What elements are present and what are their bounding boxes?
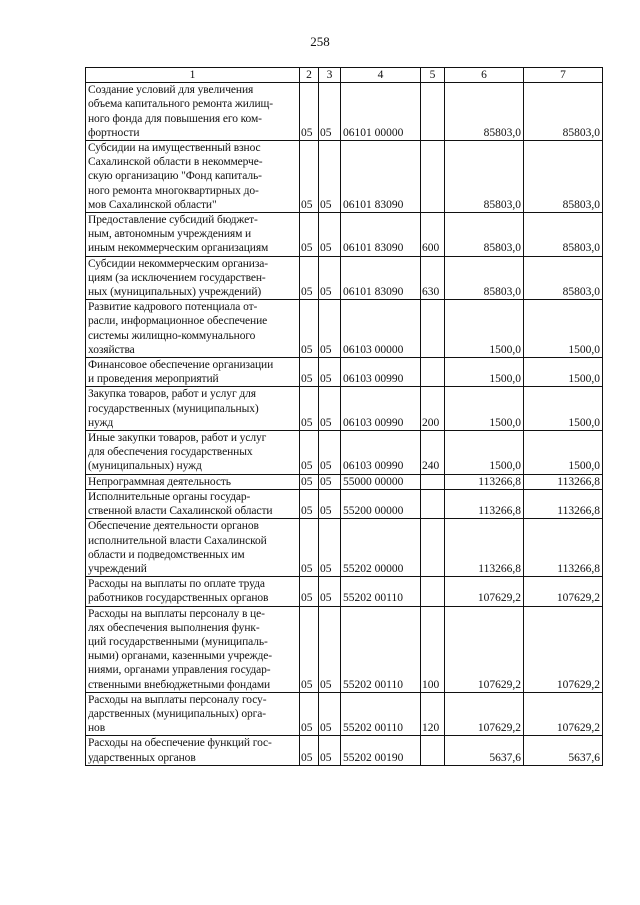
row-title [86, 519, 300, 577]
amount-col6: 85803,0 [445, 141, 524, 213]
expense-type-code: 120 [421, 692, 445, 736]
amount-col7: 113266,8 [524, 489, 603, 518]
row-title-line: ного ремонта многоквартирных до- [88, 184, 259, 197]
row-title [86, 387, 300, 431]
subsection-code: 05 [319, 474, 341, 489]
row-title-line: учреждений [88, 562, 147, 575]
section-code: 05 [300, 474, 319, 489]
target-article-code: 55202 00000 [341, 519, 421, 577]
row-title-line: исполнительной власти Сахалинской [88, 534, 267, 547]
amount-col7: 1500,0 [524, 387, 603, 431]
expense-type-code [421, 577, 445, 606]
row-title [86, 213, 300, 257]
amount-col7: 85803,0 [524, 141, 603, 213]
row-title-line: ного фонда для повышения его ком- [88, 112, 262, 125]
row-title-line: ственными внебюджетными фондами [88, 678, 271, 691]
section-code: 05 [300, 519, 319, 577]
amount-col6: 1500,0 [445, 300, 524, 358]
amount-col6: 5637,6 [445, 736, 524, 765]
amount-col6: 1500,0 [445, 358, 524, 387]
row-title-line: ными) органами, казенными учрежде- [88, 650, 273, 663]
row-title-line: дарственных (муниципальных) орга- [88, 707, 266, 720]
row-title-line: для обеспечения государственных [88, 446, 253, 459]
expense-type-code [421, 300, 445, 358]
row-title-line: области и подведомственных им [88, 548, 245, 561]
header-cell: 7 [524, 68, 603, 83]
amount-col6: 85803,0 [445, 256, 524, 300]
row-title-line: ственной власти Сахалинской области [88, 505, 273, 518]
amount-col7: 1500,0 [524, 358, 603, 387]
row-title-line: расли, информационное обеспечение [88, 315, 268, 328]
header-cell: 4 [341, 68, 421, 83]
expense-type-code: 100 [421, 606, 445, 692]
section-code: 05 [300, 577, 319, 606]
amount-col6: 85803,0 [445, 213, 524, 257]
subsection-code: 05 [319, 692, 341, 736]
row-title [86, 431, 300, 475]
row-title-line: ций государственными (муниципаль- [88, 635, 268, 648]
row-title [86, 83, 300, 141]
amount-col7: 85803,0 [524, 83, 603, 141]
subsection-code: 05 [319, 519, 341, 577]
expense-type-code [421, 519, 445, 577]
section-code: 05 [300, 141, 319, 213]
target-article-code: 55000 00000 [341, 474, 421, 489]
target-article-code: 06101 83090 [341, 141, 421, 213]
subsection-code: 05 [319, 736, 341, 765]
section-code: 05 [300, 83, 319, 141]
target-article-code: 06103 00990 [341, 431, 421, 475]
row-title-line: ударственных органов [88, 751, 196, 764]
page-number: 258 [310, 34, 330, 49]
amount-col6: 113266,8 [445, 489, 524, 518]
amount-col7: 85803,0 [524, 256, 603, 300]
amount-col7: 5637,6 [524, 736, 603, 765]
row-title-line: (муниципальных) нужд [88, 460, 202, 473]
row-title [86, 474, 300, 489]
section-code: 05 [300, 358, 319, 387]
section-code: 05 [300, 213, 319, 257]
table-row [86, 358, 603, 387]
amount-col6: 113266,8 [445, 519, 524, 577]
expense-type-code [421, 474, 445, 489]
target-article-code: 06103 00990 [341, 358, 421, 387]
section-code: 05 [300, 431, 319, 475]
table-row [86, 489, 603, 518]
row-title-line: Расходы на выплаты персоналу госу- [88, 693, 267, 706]
target-article-code: 55202 00110 [341, 577, 421, 606]
row-title-line: работников государственных органов [88, 592, 269, 605]
amount-col6: 113266,8 [445, 474, 524, 489]
expense-type-code: 200 [421, 387, 445, 431]
row-title-line: Субсидии некоммерческим организа- [88, 257, 269, 270]
row-title-line: ных (муниципальных) учреждений) [88, 286, 262, 299]
amount-col6: 107629,2 [445, 606, 524, 692]
subsection-code: 05 [319, 213, 341, 257]
amount-col6: 1500,0 [445, 431, 524, 475]
amount-col7: 1500,0 [524, 431, 603, 475]
amount-col6: 107629,2 [445, 692, 524, 736]
section-code: 05 [300, 387, 319, 431]
expense-type-code [421, 736, 445, 765]
row-title-line: ниями, органами управления государ- [88, 664, 271, 677]
row-title-line: ным, автономным учреждениям и [88, 228, 252, 241]
section-code: 05 [300, 692, 319, 736]
table-row [86, 519, 603, 577]
amount-col6: 1500,0 [445, 387, 524, 431]
target-article-code: 55200 00000 [341, 489, 421, 518]
row-title-line: и проведения мероприятий [88, 373, 219, 386]
row-title-line: Развитие кадрового потенциала от- [88, 301, 258, 314]
row-title-line: системы жилищно-коммунального [88, 329, 256, 342]
target-article-code: 06103 00000 [341, 300, 421, 358]
section-code: 05 [300, 606, 319, 692]
table-row [86, 256, 603, 300]
row-title-line: Субсидии на имущественный взнос [88, 142, 261, 155]
target-article-code: 55202 00190 [341, 736, 421, 765]
subsection-code: 05 [319, 387, 341, 431]
header-cell: 3 [319, 68, 341, 83]
amount-col6: 85803,0 [445, 83, 524, 141]
header-row [86, 68, 603, 83]
row-title-line: Непрограммная деятельность [88, 475, 231, 488]
row-title [86, 358, 300, 387]
row-title-line: скую организацию "Фонд капиталь- [88, 170, 262, 183]
subsection-code: 05 [319, 256, 341, 300]
expense-type-code [421, 83, 445, 141]
amount-col7: 107629,2 [524, 577, 603, 606]
row-title-line: хозяйства [88, 343, 135, 356]
table-row [86, 577, 603, 606]
row-title-line: мов Сахалинской области" [88, 198, 217, 211]
amount-col7: 113266,8 [524, 474, 603, 489]
expense-type-code: 630 [421, 256, 445, 300]
target-article-code: 55202 00110 [341, 606, 421, 692]
expense-type-code [421, 358, 445, 387]
section-code: 05 [300, 300, 319, 358]
row-title-line: циям (за исключением государствен- [88, 271, 266, 284]
row-title [86, 300, 300, 358]
row-title-line: Предоставление субсидий бюджет- [88, 214, 258, 227]
row-title-line: Расходы на обеспечение функций гос- [88, 737, 272, 750]
table-row [86, 606, 603, 692]
row-title [86, 692, 300, 736]
table-row [86, 387, 603, 431]
budget-table [85, 67, 603, 766]
row-title-line: Финансовое обеспечение организации [88, 359, 274, 372]
subsection-code: 05 [319, 606, 341, 692]
header-cell: 1 [86, 68, 300, 83]
expense-type-code: 240 [421, 431, 445, 475]
subsection-code: 05 [319, 300, 341, 358]
subsection-code: 05 [319, 489, 341, 518]
row-title [86, 577, 300, 606]
row-title-line: объема капитального ремонта жилищ- [88, 98, 273, 111]
table-row [86, 141, 603, 213]
subsection-code: 05 [319, 577, 341, 606]
table-row [86, 83, 603, 141]
header-cell: 6 [445, 68, 524, 83]
expense-type-code [421, 489, 445, 518]
row-title [86, 256, 300, 300]
subsection-code: 05 [319, 358, 341, 387]
row-title-line: нов [88, 722, 106, 735]
target-article-code: 06101 83090 [341, 213, 421, 257]
amount-col6: 107629,2 [445, 577, 524, 606]
table-row [86, 213, 603, 257]
row-title-line: лях обеспечения выполнения функ- [88, 621, 260, 634]
subsection-code: 05 [319, 431, 341, 475]
subsection-code: 05 [319, 83, 341, 141]
row-title [86, 141, 300, 213]
table-row [86, 692, 603, 736]
target-article-code: 06101 83090 [341, 256, 421, 300]
row-title-line: Закупка товаров, работ и услуг для [88, 388, 256, 401]
table-row [86, 736, 603, 765]
target-article-code: 55202 00110 [341, 692, 421, 736]
row-title [86, 606, 300, 692]
header-cell: 5 [421, 68, 445, 83]
expense-type-code [421, 141, 445, 213]
row-title-line: Создание условий для увеличения [88, 84, 254, 97]
table-row [86, 474, 603, 489]
row-title-line: фортности [88, 126, 140, 139]
table-row [86, 431, 603, 475]
expense-type-code: 600 [421, 213, 445, 257]
row-title-line: Расходы на выплаты персоналу в це- [88, 607, 265, 620]
section-code: 05 [300, 736, 319, 765]
section-code: 05 [300, 489, 319, 518]
row-title-line: государственных (муниципальных) [88, 402, 259, 415]
row-title-line: Расходы на выплаты по оплате труда [88, 578, 265, 591]
subsection-code: 05 [319, 141, 341, 213]
amount-col7: 107629,2 [524, 606, 603, 692]
row-title-line: нужд [88, 416, 114, 429]
target-article-code: 06101 00000 [341, 83, 421, 141]
table-row [86, 300, 603, 358]
section-code: 05 [300, 256, 319, 300]
header-cell: 2 [300, 68, 319, 83]
amount-col7: 113266,8 [524, 519, 603, 577]
target-article-code: 06103 00990 [341, 387, 421, 431]
row-title-line: иным некоммерческим организациям [88, 242, 269, 255]
row-title-line: Исполнительные органы государ- [88, 490, 251, 503]
row-title-line: Сахалинской области в некоммерче- [88, 156, 263, 169]
row-title [86, 489, 300, 518]
amount-col7: 85803,0 [524, 213, 603, 257]
amount-col7: 1500,0 [524, 300, 603, 358]
amount-col7: 107629,2 [524, 692, 603, 736]
row-title-line: Иные закупки товаров, работ и услуг [88, 432, 267, 445]
row-title-line: Обеспечение деятельности органов [88, 520, 259, 533]
row-title [86, 736, 300, 765]
